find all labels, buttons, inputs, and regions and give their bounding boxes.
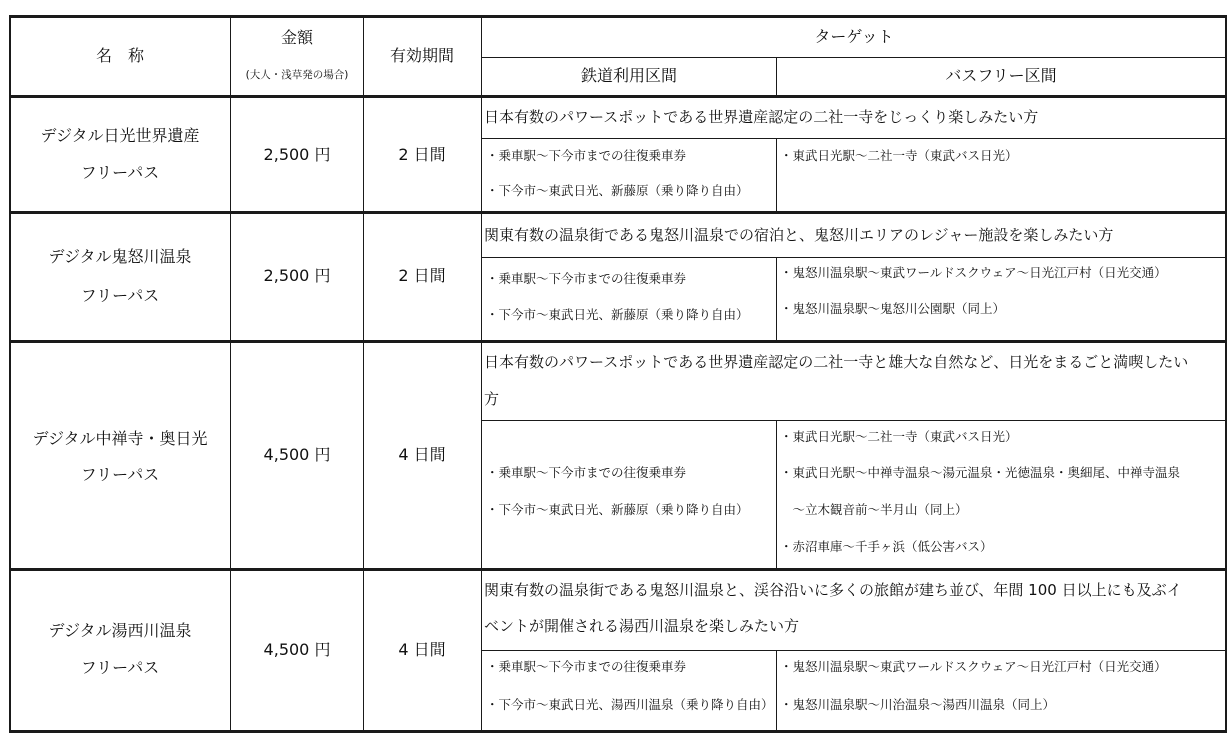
rail-section: ・下今市～東武日光、新藤原（乗り降り自由） <box>486 502 749 517</box>
header-price: 金額 <box>280 28 314 47</box>
col-divider-rail-bus <box>776 650 777 730</box>
header-target: ターゲット <box>814 27 894 46</box>
pass-name: フリーパス <box>80 163 160 182</box>
col-divider <box>481 15 482 733</box>
target-divider <box>481 257 1227 258</box>
pass-table <box>9 15 1227 733</box>
pass-target: 関東有数の温泉街である鬼怒川温泉での宿泊と、鬼怒川エリアのレジャー施設を楽しみたい方 <box>484 226 1114 244</box>
header-name: 名 称 <box>95 46 145 65</box>
pass-name: フリーパス <box>80 658 160 677</box>
row-divider <box>9 211 1227 214</box>
header-rail: 鉄道利用区間 <box>580 66 678 85</box>
rail-section: ・乗車駅～下今市までの往復乗車券 <box>486 659 687 674</box>
pass-validity: 4 日間 <box>398 445 446 464</box>
header-bottom-border <box>9 95 1227 98</box>
bus-section: ・鬼怒川温泉駅～川治温泉～湯西川温泉（同上） <box>780 697 1056 712</box>
pass-price: 2,500 円 <box>263 145 331 164</box>
rail-section: ・下今市～東武日光、新藤原（乗り降り自由） <box>486 183 749 198</box>
pass-target: ベントが開催される湯西川温泉を楽しみたい方 <box>484 617 800 635</box>
bus-section: ・東武日光駅～二社一寺（東武バス日光） <box>780 148 1018 163</box>
table-border-bottom <box>9 730 1227 733</box>
header-sub-divider <box>481 57 1227 58</box>
header-bus: バスフリー区間 <box>945 66 1057 85</box>
col-divider <box>363 15 364 733</box>
pass-target: 日本有数のパワースポットである世界遺産認定の二社一寺と雄大な自然など、日光をまるごと満喫したい <box>484 353 1189 371</box>
target-divider <box>481 420 1227 421</box>
pass-price: 4,500 円 <box>263 640 331 659</box>
pass-validity: 4 日間 <box>398 640 446 659</box>
rail-section: ・乗車駅～下今市までの往復乗車券 <box>486 271 687 286</box>
pass-name: デジタル中禅寺・奥日光 <box>32 429 208 448</box>
row-divider <box>9 568 1227 571</box>
table-border-right <box>1225 15 1227 733</box>
pass-validity: 2 日間 <box>398 145 446 164</box>
pass-target: 日本有数のパワースポットである世界遺産認定の二社一寺をじっくり楽しみたい方 <box>484 108 1039 126</box>
bus-section: ～立木観音前～半月山（同上） <box>780 502 968 517</box>
rail-section: ・下今市～東武日光、新藤原（乗り降り自由） <box>486 307 749 322</box>
rail-section: ・乗車駅～下今市までの往復乗車券 <box>486 465 687 480</box>
bus-section: ・東武日光駅～中禅寺温泉～湯元温泉・光徳温泉・奥細尾、中禅寺温泉 <box>780 465 1181 480</box>
col-divider-rail-bus <box>776 57 777 95</box>
pass-price: 4,500 円 <box>263 445 331 464</box>
header-price-note: (大人・浅草発の場合) <box>245 69 349 81</box>
rail-section: ・乗車駅～下今市までの往復乗車券 <box>486 148 687 163</box>
target-divider <box>481 650 1227 651</box>
table-border-top <box>9 15 1227 18</box>
pass-validity: 2 日間 <box>398 266 446 285</box>
pass-name: デジタル湯西川温泉 <box>48 621 192 640</box>
bus-section: ・東武日光駅～二社一寺（東武バス日光） <box>780 429 1018 444</box>
row-divider <box>9 340 1227 343</box>
bus-section: ・鬼怒川温泉駅～鬼怒川公園駅（同上） <box>780 301 1006 316</box>
col-divider-rail-bus <box>776 420 777 568</box>
pass-name: デジタル日光世界遺産 <box>40 126 200 145</box>
rail-section: ・下今市～東武日光、湯西川温泉（乗り降り自由） <box>486 697 774 712</box>
pass-name: フリーパス <box>80 286 160 305</box>
pass-target: 関東有数の温泉街である鬼怒川温泉と、渓谷沿いに多くの旅館が建ち並び、年間 100 日以上にも及ぶイ <box>484 581 1182 599</box>
bus-section: ・鬼怒川温泉駅～東武ワールドスクウェア～日光江戸村（日光交通） <box>780 659 1167 674</box>
pass-target: 方 <box>484 390 500 408</box>
col-divider-rail-bus <box>776 257 777 340</box>
pass-name: フリーパス <box>80 465 160 484</box>
table-border-left <box>9 15 11 733</box>
header-validity: 有効期間 <box>389 46 455 65</box>
bus-section: ・鬼怒川温泉駅～東武ワールドスクウェア～日光江戸村（日光交通） <box>780 265 1167 280</box>
pass-name: デジタル鬼怒川温泉 <box>48 247 192 266</box>
col-divider-rail-bus <box>776 138 777 211</box>
bus-section: ・赤沼車庫～千手ヶ浜（低公害バス） <box>780 539 993 554</box>
col-divider <box>230 15 231 733</box>
target-divider <box>481 138 1227 139</box>
pass-price: 2,500 円 <box>263 266 331 285</box>
